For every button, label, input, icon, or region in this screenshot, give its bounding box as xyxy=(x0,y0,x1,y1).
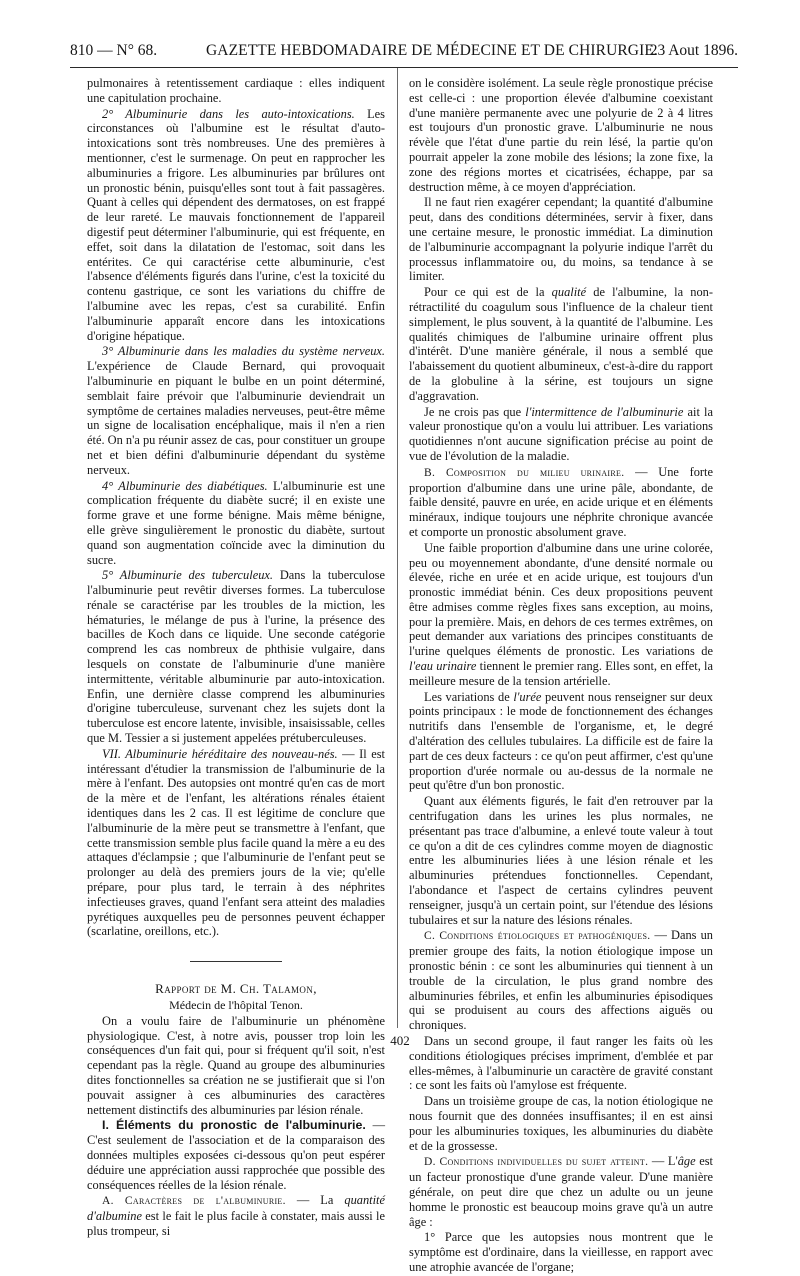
paragraph-diabetics: 4° Albuminurie des diabétiques. L'albuminurie est une complication fréquente du diabète sucré; il en existe une forme grave et une forme bénigne. Mais même bénigne, elle grève singulièrement le pronostic du diabète, surtout quand son augmentation coïncide avec la diminution du sucre. xyxy=(87,478,385,567)
paragraph-nervous-system: 3° Albuminurie dans les maladies du système nerveux. L'expérience de Claude Bernard, qui provoquait l'albuminurie en piquant le bulbe en un point déterminé, semblait faire prévoir que l'albuminurie deviendrait un symptôme de certaines maladies nerveuses, peut-être même un signe de localisation encéphalique, mais il n'en a rien été. On n'a pu réunir assez de cas, pour constituer un groupe net et bien défini d'albuminurie dépendant du système nerveux. xyxy=(87,344,385,477)
section-heading-prognosis: I. Éléments du pronostic de l'albuminurie. — C'est seulement de l'association et de la comparaison des données multiples exposées ci-dessous qu'on peut espérer déduire une appréciation aussi rapprochée que possible des conséquences réelles de la lésion rénale. xyxy=(87,1118,385,1192)
paragraph-etiology: C. Conditions étiologiques et pathogéniques. — Dans un premier groupe des faits, la notion étiologique impose un pronostic bénin : ce sont les albuminuries qui tiennent à un trouble de la circulation, le plus grand nombre des albuminuries fébriles, et enfin les albuminuries épisodiques qui se produisent au cours des affections aiguës ou chroniques. xyxy=(409,928,713,1033)
column-divider xyxy=(397,68,398,1028)
journal-title: GAZETTE HEBDOMADAIRE DE MÉDECINE ET DE CHIRURGIE. xyxy=(206,42,658,59)
header-rule xyxy=(70,67,738,68)
paragraph-tuberculosis: 5° Albuminurie des tuberculeux. Dans la tuberculose l'albuminurie peut revêtir diverses formes. La tuberculose rénale se caractérise par les troubles de la miction, les hématuries, le mélange de pus à l'urine, la présence des bacilles de Koch dans ce liquide. Une seconde catégorie comprend les cas nombreux de phthisie vulgaire, dans lesquels on constate de l'albuminurie d'une manière intermittente, véritable albuminurie par auto-intoxication. Enfin, une dernière classe comprend les albuminuries d'origine tuberculeuse, survenant chez les sujets dont la tuberculose est encore latente, invisible, insaisissable, celles que M. Tessier a si justement appelées prétuberculeuses. xyxy=(87,568,385,746)
paragraph: 1° Parce que les autopsies nous montrent que le symptôme est d'ordinaire, dans la vieillesse, en rapport avec une atrophie avancée de l'organe; xyxy=(409,1230,713,1274)
right-column xyxy=(409,76,713,1276)
paragraph: Une faible proportion d'albumine dans une urine colorée, peu ou moyennement abondante, d'une densité normale ou élevée, riche en urée et en acide urique, est toujours d'un pronostic immédiat bénin. Ces deux propositions peuvent être admises comme règles fixes sans exception, au moins, pour la première. Mais, en dehors de ces termes extrêmes, on peut demander aux variations des principes constituants de l'urine quelques éléments de pronostic. Les variations de l'eau urinaire tiennent le premier rang. Elles sont, en effet, la meilleure mesure de la tension artérielle. xyxy=(409,540,713,688)
paragraph-individual-conditions: D. Conditions individuelles du sujet atteint. — L'âge est un facteur pronostique d'une grande valeur. D'une manière générale, on peut dire que chez un adulte ou un jeune homme le pronostic est beaucoup moins grave qu'à un autre âge : xyxy=(409,1154,714,1229)
paragraph-quality: Pour ce qui est de la qualité de l'albumine, la non-rétractilité du coagulum sous l'influence de la chaleur tient simplement, le plus souvent, à la quantité de l'albumine. Les qualités chimiques de l'albumine urinaire offrent plus d'intérêt. D'une manière générale, il nous a semblé que l'abaissement du quotient albumineux, c'est-à-dire du rapport de la globuline à la sérine, est toujours un signe d'aggravation. xyxy=(409,285,714,403)
paragraph-characters: A. Caractères de l'albuminurie. — La quantité d'albumine est le fait le plus facile à constater, mais aussi le plus trompeur, si xyxy=(87,1193,385,1238)
paragraph-intermittence: Je ne crois pas que l'intermittence de l'albuminurie ait la valeur pronostique qu'on a voulu lui attribuer. Les variations quotidiennes n'ont aucune signification précise au point de vue de l'évolution de la maladie. xyxy=(409,404,713,463)
report-title: Rapport de M. Ch. Talamon, xyxy=(155,981,317,997)
report-subtitle: Médecin de l'hôpital Tenon. xyxy=(169,998,303,1013)
section-rule xyxy=(190,961,282,962)
paragraph: Dans un second groupe, il faut ranger les faits où les conditions étiologiques précises impriment, d'emblée et par elles-mêmes, à l'albuminurie un caractère de gravité constant : ce sont les faits où l'amylose est fréquente. xyxy=(409,1034,713,1093)
paragraph: pulmonaires à retentissement cardiaque : elles indiquent une capitulation prochaine. xyxy=(87,76,385,105)
paragraph: on le considère isolément. La seule règle pronostique précise est celle-ci : une proportion élevée d'albumine coexistant d'une manière permanente avec une polyurie de 2 à 4 litres est toujours d'un pronostic grave. L'albuminurie ne nous révèle que l'état d'une partie du rein lésé, la partie qu'on pourrait appeler la zone mobile des lésions; la zone fixe, la zone des régions mortes et cicatrisées, échappe, par sa destruction même, à ce moyen d'appréciation. xyxy=(409,76,713,194)
page-number: 402 xyxy=(390,1033,410,1048)
paragraph-urea: Les variations de l'urée peuvent nous renseigner sur deux points principaux : le mode de fonctionnement des échanges nutritifs dans l'ensemble de l'organisme, et, le degré d'altération des cellules tubulaires. La difficile est de faire la part de ces deux facteurs : ce qu'on peut affirmer, c'est qu'une proportion d'urée normale ou au-dessus de la normale ne peut qu'être d'un bon pronostic. xyxy=(409,689,713,793)
issue-date: 23 Aout 1896. xyxy=(649,42,738,59)
paragraph-intro: On a voulu faire de l'albuminurie un phénomène physiologique. C'est, à notre avis, pousser trop loin les conséquences d'un fait qui, pour si fréquent qu'il soit, n'est cependant pas la règle. Quand au groupe des albuminuries dites fonctionnelles sa création ne se justifierait que si l'on pouvait assigner à ces albuminuries des caractères nettement distinctifs des albuminuries par lésion rénale. xyxy=(87,1013,385,1117)
paragraph-composition: B. Composition du milieu urinaire. — Une forte proportion d'albumine dans une urine pâle, abondante, de faible densité, pauvre en urée, en acide urique et en éléments minéraux, indique toujours une néphrite chronique avancée et comporte un pronostic absolument grave. xyxy=(409,464,713,539)
page-label: 810 — N° 68. xyxy=(70,42,158,59)
running-header xyxy=(70,40,738,62)
paragraph: Il ne faut rien exagérer cependant; la quantité d'albumine peut, dans des conditions déterminées, servir à fixer, dans une certaine mesure, le pronostic immédiat. La diminution de l'albuminurie accompagnant la polyurie indique l'arrêt du processus inflammatoire ou, du moins, sa tendance à se limiter. xyxy=(409,195,713,284)
paragraph-auto-intoxications: 2° Albuminurie dans les auto-intoxications. Les circonstances où l'albumine est le résultat d'auto-intoxications sont très nombreuses. Une des premières à mentionner, c'est le surmenage. On peut en rapprocher les albuminuries a frigore. Les albuminuries par brûlures ont un pronostic bénin, puisqu'elles sont tout à fait passagères. Quant à celles qui dépendent des dermatoses, on est frappé de leur rareté. Le mauvais fonctionnement de l'appareil digestif peut déterminer l'albuminurie, qui est fréquente, en effet, soit dans la dilatation de l'estomac, soit dans les entérites. Ce qui caractérise cette albuminurie, c'est l'absence d'éléments figurés dans l'urine, c'est la toxicité du contenu gastrique, ce sont les variations du chiffre de l'albumine avec les repas, c'est sa curabilité. Enfin l'albuminurie apparaît encore dans les intoxications d'origine hépatique. xyxy=(87,106,385,343)
paragraph-hereditary: VII. Albuminurie héréditaire des nouveau-nés. — Il est intéressant d'étudier la transmission de l'albuminurie de la mère à l'enfant. Des autopsies ont montré qu'en cas de mort de la mère et de l'enfant, les altérations rénales étaient identiques dans les 2 cas. Il est légitime de conclure que l'albuminurie de la mère peut se transmettre à l'enfant, que cette transmission semble plus facile quand la mère a eu des attaques d'éclampsie ; que l'albuminurie de l'enfant peut se prolonger au delà des premiers jours de la vie; qu'elle prépare, pour plus tard, le terrain à des néphrites infectieuses graves, quand l'enfant sera atteint des maladies pyrétiques auxquelles peu de personnes peuvent échapper (scarlatine, oreillons, etc.). xyxy=(87,746,385,939)
paragraph: Dans un troisième groupe de cas, la notion étiologique ne nous fournit que des données insuffisantes; il en est ainsi pour les albuminuries toxiques, les albuminuries du diabète et de la grossesse. xyxy=(409,1094,713,1153)
left-column xyxy=(87,76,385,1240)
paragraph-figured-elements: Quant aux éléments figurés, le fait d'en retrouver par la centrifugation dans les urines les plus normales, ne présentant pas trace d'albumine, a enlevé toute valeur à tout ce qu'on a dit de ces cylindres comme moyen de diagnostic entre les albuminuries liées à une lésion rénale et les albuminuries prétendues fonctionnelles. Cependant, l'abondance et l'aspect de certains cylindres peuvent renseigner, jusqu'à un certain point, sur l'étendue des lésions tubulaires et sur la nature des lésions rénales. xyxy=(409,794,713,927)
